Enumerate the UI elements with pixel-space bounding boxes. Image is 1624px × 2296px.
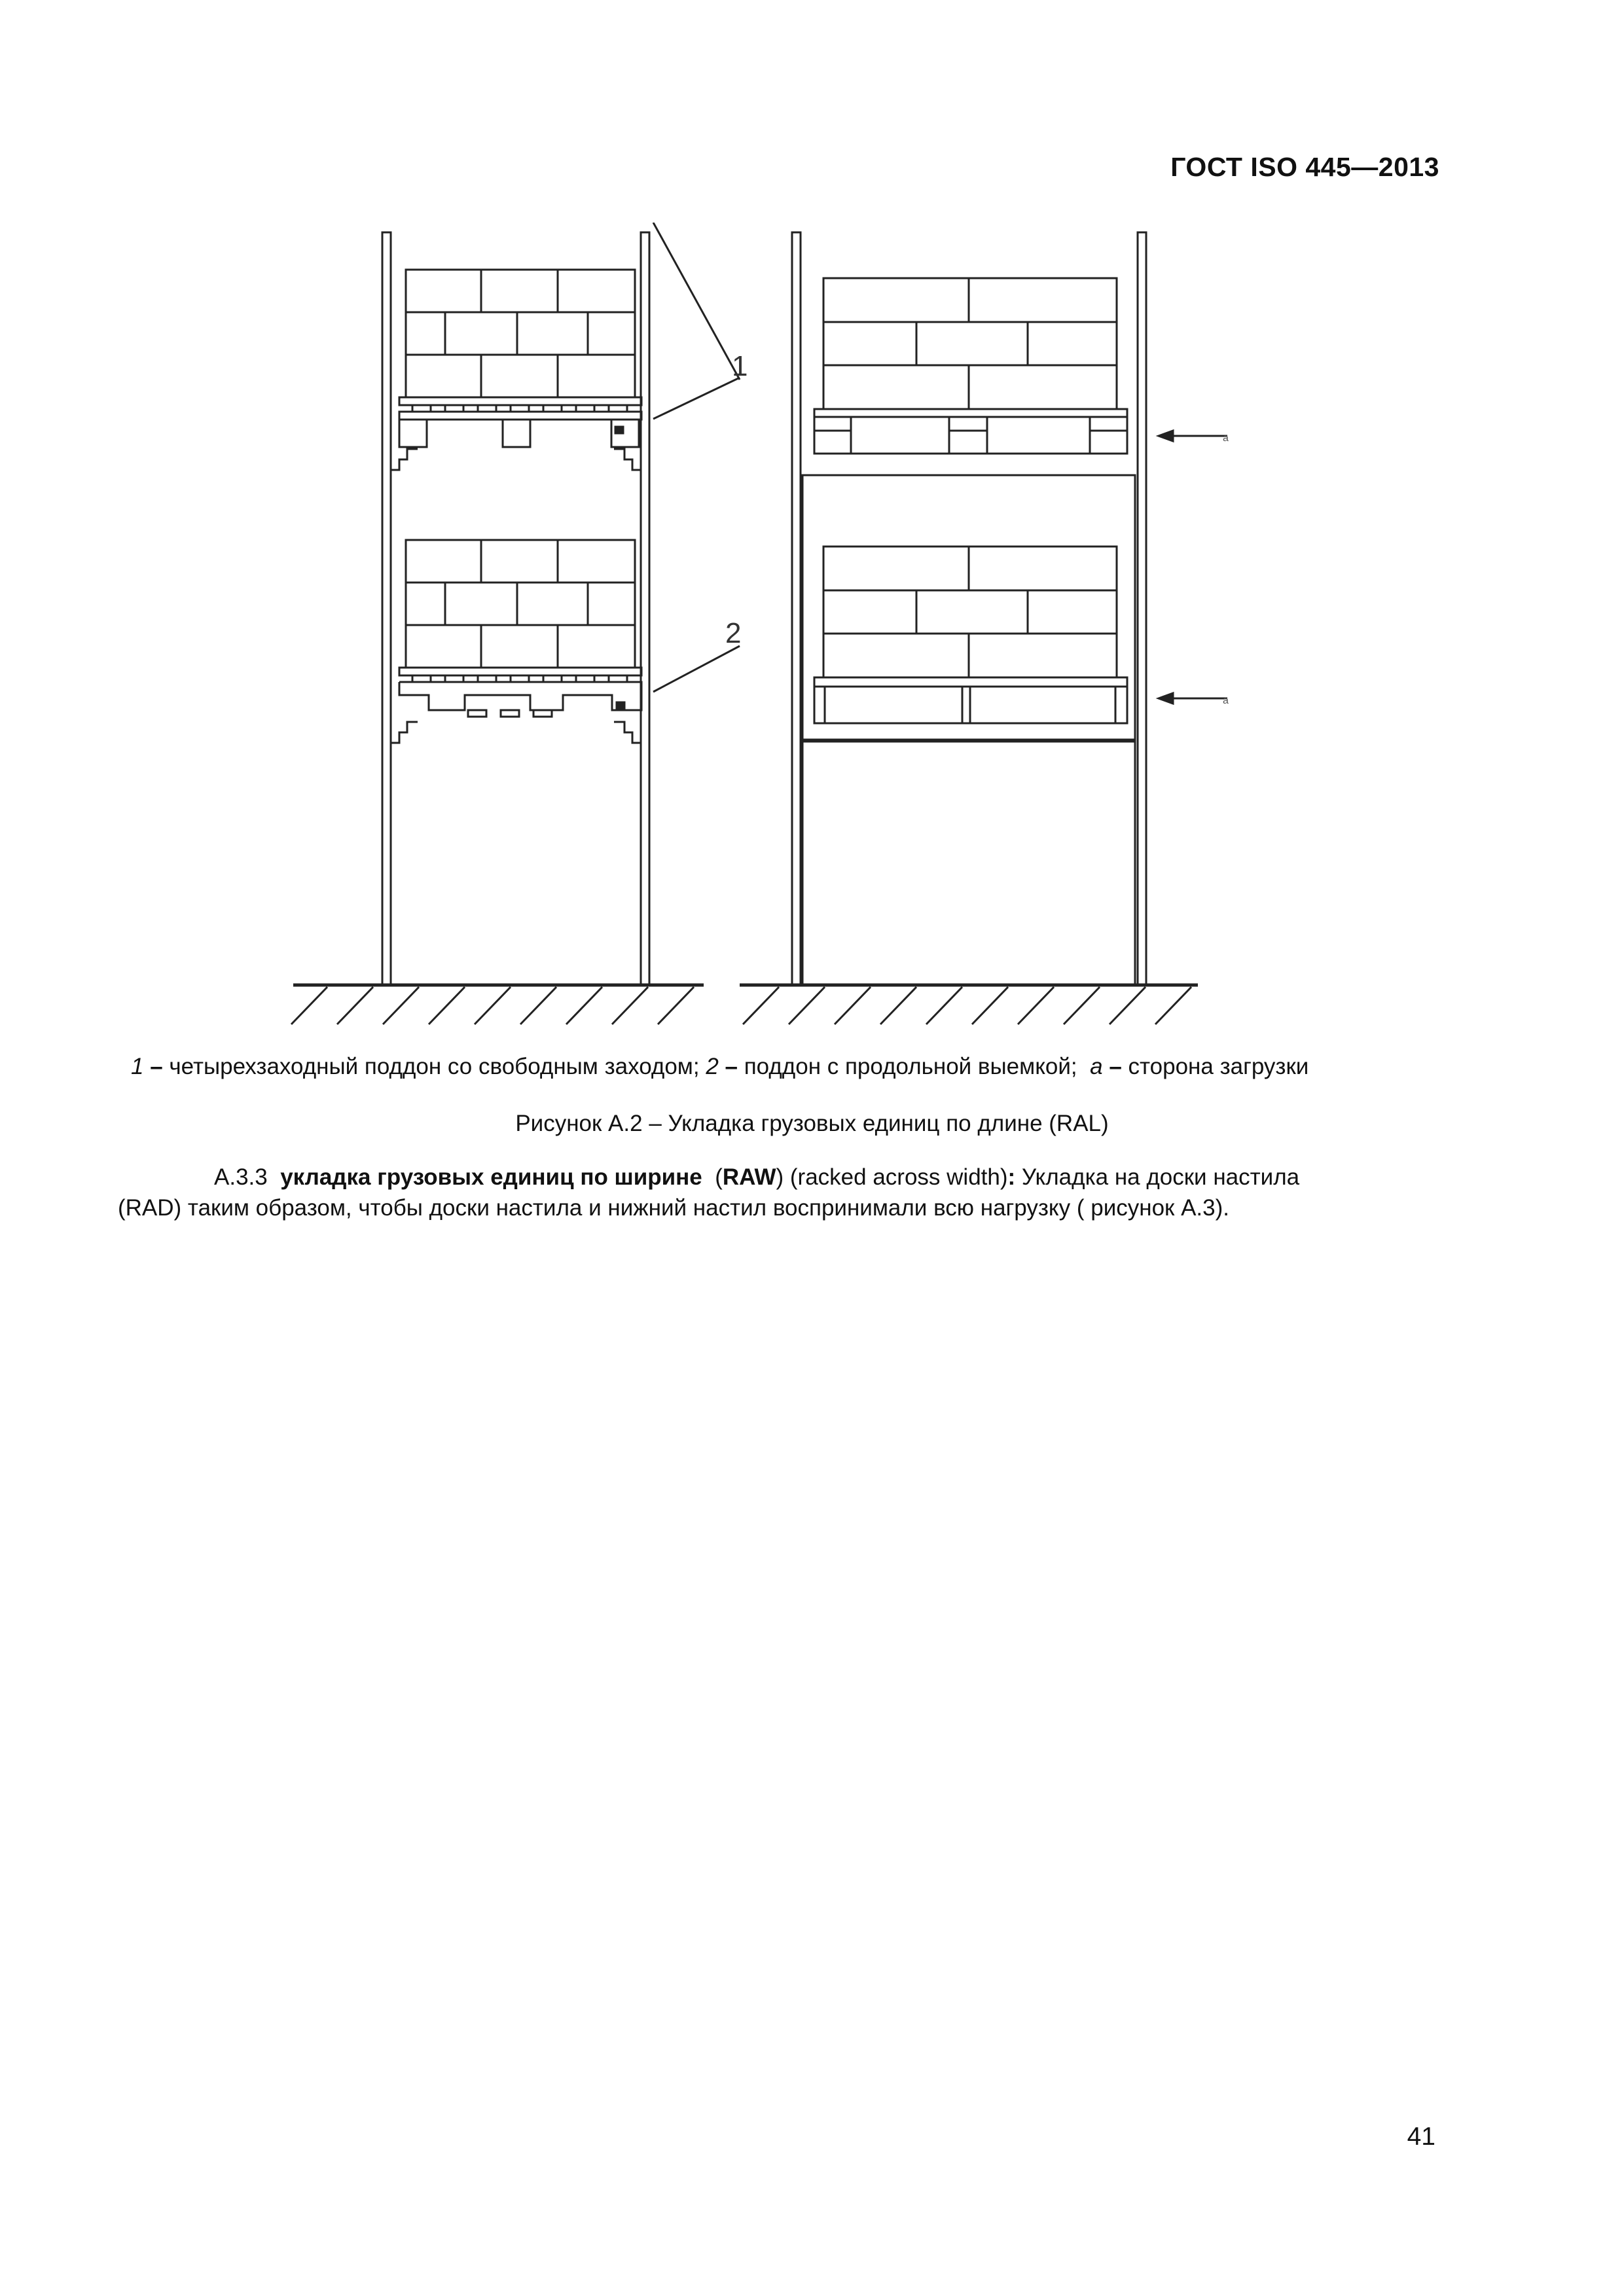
clause-term: укладка грузовых единиц по ширине [280,1164,702,1190]
abbr-open: ( [715,1164,723,1190]
legend-dash-1: – [150,1054,163,1079]
ground-hatching [291,985,1198,1024]
pallet-type-2 [399,668,641,717]
figure-caption: Рисунок А.2 – Укладка грузовых единиц по длине (RAL) [515,1111,1109,1136]
clause-colon: : [1007,1164,1016,1190]
legend-dash-3: – [1109,1054,1122,1079]
side-mark-a-bottom: a [1223,695,1229,706]
callout-1: 1 [732,350,748,382]
clause-text-1: Укладка на доски настила [1021,1164,1300,1190]
upper-load-left [406,270,635,397]
legend-text-1: четырехзаходный поддон со свободным заходом; [169,1054,700,1079]
clause-text-2: (RAD) таким образом, чтобы доски настила и нижний настил воспринимали всю нагрузку ( рисунок А.3). [118,1195,1229,1221]
pallet-type-1 [399,397,641,447]
figure-racking-diagram [281,223,1231,1041]
page-number: 41 [1407,2123,1435,2151]
left-rack [382,232,649,985]
clause-abbr: RAW [722,1164,776,1190]
side-mark-a-top: a [1223,433,1229,444]
legend-num-2: 2 [706,1054,719,1079]
clause-number: А.3.3 [214,1164,268,1190]
document-header: ГОСТ ISO 445—2013 [1170,152,1439,182]
lower-load-left [406,540,635,668]
legend-text-3: сторона загрузки [1128,1054,1309,1079]
legend-text-2: поддон с продольной выемкой; [744,1054,1077,1079]
lower-load-right [823,547,1117,677]
clause-abbr-rest: ) (racked across width) [776,1164,1008,1190]
legend-letter-a: a [1090,1054,1103,1079]
callout-2: 2 [725,617,742,649]
upper-load-right [823,278,1117,409]
clause-paragraph [118,1162,1427,1223]
legend-dash-2: – [725,1054,738,1079]
right-rack [792,232,1227,985]
figure-legend [131,1054,1308,1080]
legend-num-1: 1 [131,1054,144,1079]
